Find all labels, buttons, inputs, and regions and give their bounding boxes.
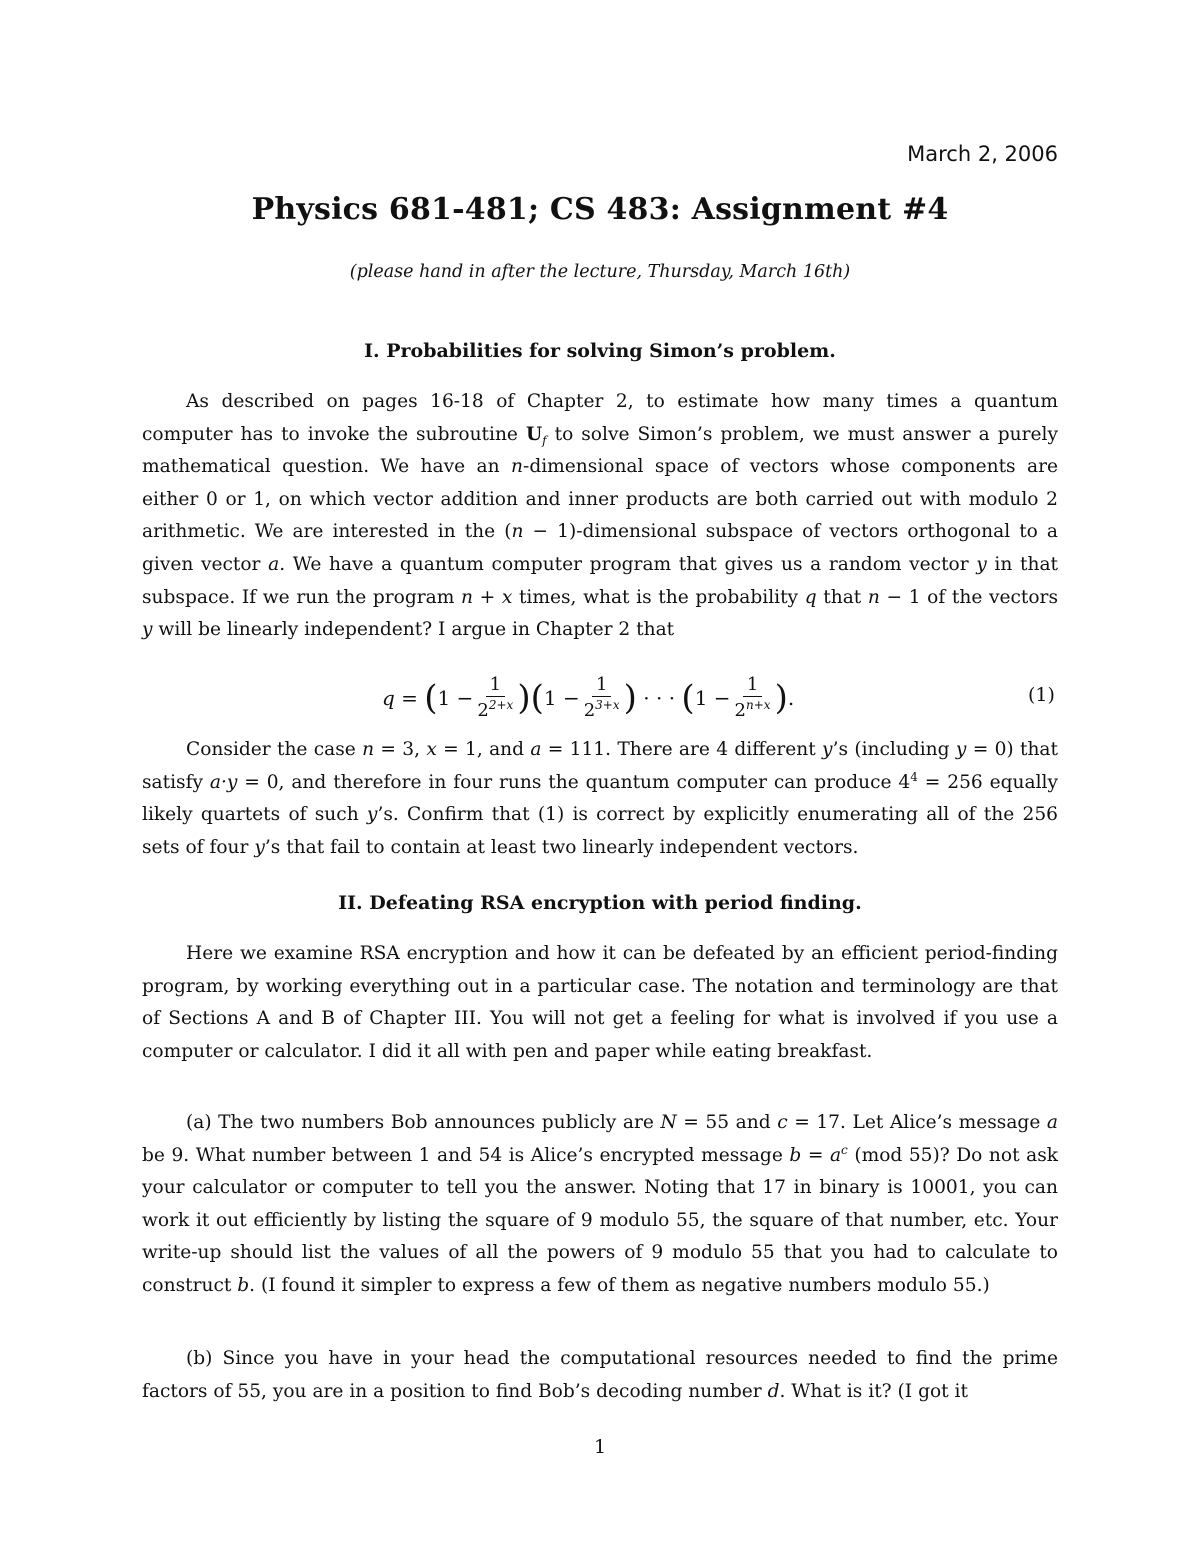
assignment-title: Physics 681-481; CS 483: Assignment #4 bbox=[251, 192, 949, 227]
fraction-1: $\frac{1}{2^{2+x}}$ bbox=[477, 673, 514, 721]
page-number: 1 bbox=[593, 1436, 607, 1458]
section-2-paragraph-1: Here we examine RSA encryption and how it can be defeated by an efficient period-finding program, by working everything out in a particular case. The notation and terminology are that of Sections A and B of Chapter III. You will not get a feeling for what is involved if you use a computer or calculator. I did it all with pen and paper while eating breakfast. bbox=[142, 943, 1058, 1062]
section-2-part-a: (a) The two numbers Bob announces publicly are N = 55 and c = 17. Let Alice’s message a be 9. What number between 1 and 54 is Alice’s encrypted message $b = a^c$ (mod 55)? Do not ask your calculator or computer to tell you the answer. Noting that 17 in binary is 10001, you can work it out efficiently by listing the square of 9 modulo 55, the square of that number, etc. Your write-up should list the values of all the powers of 9 modulo 55 that you had to calculate to construct b. (I found it simpler to express a few of them as negative numbers modulo 55.) bbox=[142, 1112, 1058, 1296]
section-2-heading: II. Defeating RSA encryption with period finding. bbox=[338, 892, 862, 914]
section-1-heading: I. Probabilities for solving Simon’s problem. bbox=[364, 340, 836, 362]
assignment-subtitle: (please hand in after the lecture, Thursday, March 16th) bbox=[349, 262, 851, 282]
section-2-part-b: (b) Since you have in your head the computational resources needed to find the prime factors of 55, you are in a position to find Bob’s decoding number d. What is it? (I got it bbox=[142, 1348, 1058, 1402]
section-1-paragraph-1: As described on pages 16-18 of Chapter 2, to estimate how many times a quantum computer has to invoke the subroutine $U_f$ to solve Simon’s problem, we must answer a purely mathematical question. We have an n-dimensional space of vectors whose components are either 0 or 1, on which vector addition and inner products are both carried out with modulo 2 arithmetic. We are interested in the (n − 1)-dimensional subspace of vectors orthogonal to a given vector a. We have a quantum computer program that gives us a random vector y in that subspace. If we run the program n + x times, what is the probability q that n − 1 of the vectors y will be linearly independent? I argue in Chapter 2 that bbox=[142, 391, 1058, 641]
document-page: March 2, 2006 Physics 681-481; CS 483: Assignment #4 (please hand in after the lecture, Thursday, March 16th) I. Probabilities for solving Simon’s problem. As described on pages 16-18 of Chapter 2, to estimate how many times a quantum computer has to invoke the subroutine $U_f$ to solve Simon’s problem, we must answer a purely mathematical question. We have an n-dimensional space of vectors whose components are either 0 or 1, on which vector addition and inner products are both carried out with modulo 2 arithmetic. We are interested in the (n − 1)-dimensional subspace of vectors orthogonal to a given vector a. We have a quantum computer program that gives us a random vector y in that subspace. If we run the program n + x times, what is the probability q that n − 1 of the vectors y will be linearly independent? I argue in Chapter 2 that q = ( 1 − $\frac{1}{2^{2+x}}$ ) ( 1 − $\frac{1}{2^{3+x}}$ ) · · · ( 1 − $\frac{1}{2^{n+x}}$ ) . (1) Consider the case n = 3, x = 1, and a = 111. There are 4 different y’s (including y = 0) that satisfy a·y = 0, and therefore in four runs the quantum computer can produce $4^4 = 256$ equally likely quartets of such y’s. Confirm that (1) is correct by explicitly enumerating all of the 256 sets of four y’s that fail to contain at least two linearly independent vectors. II. Defeating RSA encryption with period finding. Here we examine RSA encryption and how it can be defeated by an efficient period-finding program, by working everything out in a particular case. The notation and terminology are that of Sections A and B of Chapter III. You will not get a feeling for what is involved if you use a computer or calculator. I did it all with pen and paper while eating breakfast. (a) The two numbers Bob announces publicly are N = 55 and c = 17. Let Alice’s message a be 9. What number between 1 and 54 is Alice’s encrypted message $b = a^c$ (mod 55)? Do not ask your calculator or computer to tell you the answer. Noting that 17 in binary is 10001, you can work it out efficiently by listing the square of 9 modulo 55, the square of that number, etc. Your write-up should list the values of all the powers of 9 modulo 55 that you had to calculate to construct b. (I found it simpler to express a few of them as negative numbers modulo 55.) (b) Since you have in your head the computational resources needed to find the prime factors of 55, you are in a position to find Bob’s decoding number d. What is it? (I got it 1 bbox=[0, 0, 1200, 1553]
fraction-3: $\frac{1}{2^{n+x}}$ bbox=[734, 673, 771, 721]
equation-number: (1) bbox=[1028, 684, 1055, 706]
section-1-paragraph-2: Consider the case n = 3, x = 1, and a = 111. There are 4 different y’s (including y = 0) that satisfy a·y = 0, and therefore in four runs the quantum computer can produce $4^4 = 256$ equally likely quartets of such y’s. Confirm that (1) is correct by explicitly enumerating all of the 256 sets of four y’s that fail to contain at least two linearly independent vectors. bbox=[142, 739, 1058, 858]
fraction-2: $\frac{1}{2^{3+x}}$ bbox=[583, 673, 620, 721]
document-date: March 2, 2006 bbox=[907, 142, 1058, 166]
